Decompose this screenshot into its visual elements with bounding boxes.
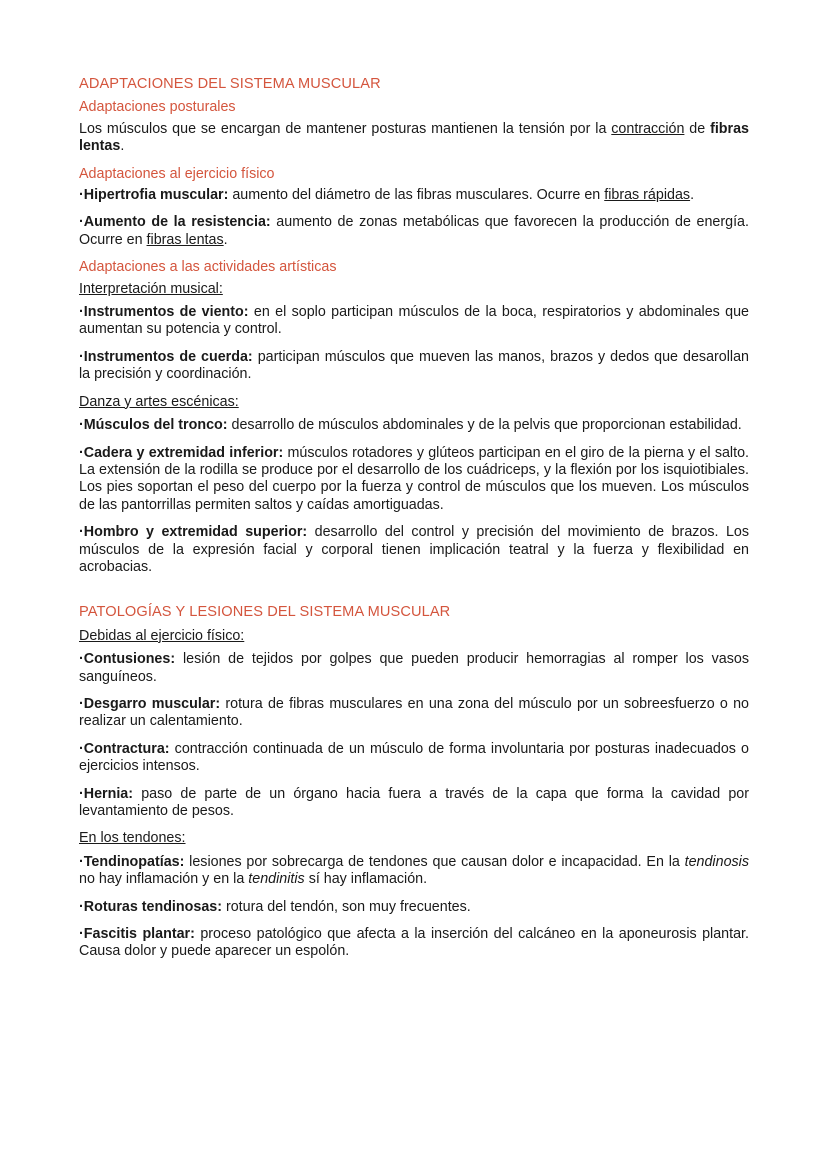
item-instrumentos-cuerda: ·Instrumentos de cuerda: participan músculos que mueven las manos, brazos y dedos que desarollan la precisión y coordinación. <box>79 348 749 383</box>
item-hombro: ·Hombro y extremidad superior: desarrollo del control y precisión del movimiento de brazos. Los músculos de la expresión facial y corporal tienen implicación teatral y la fuerza y flexibilidad en acrobacias. <box>79 524 750 575</box>
item-hipertrofia: ·Hipertrofia muscular: aumento del diámetro de las fibras musculares. Ocurre en fibras rápidas. <box>79 187 695 204</box>
heading-adaptaciones-posturales: Adaptaciones posturales <box>79 99 236 116</box>
subheading-danza: Danza y artes escénicas: <box>79 393 239 410</box>
subheading-tendones: En los tendones: <box>79 830 186 847</box>
item-tendinopatias: ·Tendinopatías: lesiones por sobrecarga de tendones que causan dolor e incapacidad. En la tendinosis no hay inflamación y en la tendinitis sí hay inflamación. <box>79 853 749 888</box>
item-contusiones: ·Contusiones: lesión de tejidos por golpes que pueden producir hemorragias al romper los vasos sanguíneos. <box>79 651 749 685</box>
item-cadera: ·Cadera y extremidad inferior: músculos rotadores y glúteos participan en el giro de la pierna y el salto. La extensión de la rodilla se produce por el desarrollo de los cuádriceps, y la flexión por los isquiotibiales. Los pies soportan el peso del cuerpo por la fuerza y control de músculos que los mueven. Los músculos de las pantorrillas permiten saltos y caídas amortiguadas. <box>79 444 749 513</box>
item-musculos-tronco: ·Músculos del tronco: desarrollo de músculos abdominales y de la pelvis que proporcionan estabilidad. <box>79 417 742 434</box>
item-contractura: ·Contractura: contracción continuada de un músculo de forma involuntaria por posturas inadecuados o ejercicios intensos. <box>79 740 749 775</box>
item-resistencia: ·Aumento de la resistencia: aumento de zonas metabólicas que favorecen la producción de energía. Ocurre en fibras lentas. <box>79 214 749 248</box>
heading-adaptaciones-ejercicio: Adaptaciones al ejercicio físico <box>79 165 275 182</box>
paragraph-posturales: Los músculos que se encargan de mantener posturas mantienen la tensión por la contracción de fibras lentas. <box>79 120 749 155</box>
item-fascitis-plantar: ·Fascitis plantar: proceso patológico que afecta a la inserción del calcáneo en la aponeurosis plantar. Causa dolor y puede aparecer un espolón. <box>79 926 750 960</box>
heading-adaptaciones-artisticas: Adaptaciones a las actividades artísticas <box>79 259 337 276</box>
subheading-ejercicio-fisico: Debidas al ejercicio físico: <box>79 627 245 644</box>
item-instrumentos-viento: ·Instrumentos de viento: en el soplo participan músculos de la boca, respiratorios y abdominales que aumentan su potencia y control. <box>79 304 749 338</box>
underlined-term: contracción <box>611 120 685 137</box>
item-hernia: ·Hernia: paso de parte de un órgano hacia fuera a través de la capa que forma la cavidad por levantamiento de pesos. <box>79 785 749 819</box>
item-roturas-tendinosas: ·Roturas tendinosas: rotura del tendón, son muy frecuentes. <box>79 898 471 915</box>
document-page <box>79 76 749 971</box>
section-title-patologias: PATOLOGÍAS Y LESIONES DEL SISTEMA MUSCULAR <box>79 604 451 621</box>
item-desgarro: ·Desgarro muscular: rotura de fibras musculares en una zona del músculo por un sobreesfuerzo o no realizar un calentamiento. <box>79 695 749 730</box>
subheading-interpretacion-musical: Interpretación musical: <box>79 280 223 297</box>
section-title-adaptaciones: ADAPTACIONES DEL SISTEMA MUSCULAR <box>79 76 381 92</box>
